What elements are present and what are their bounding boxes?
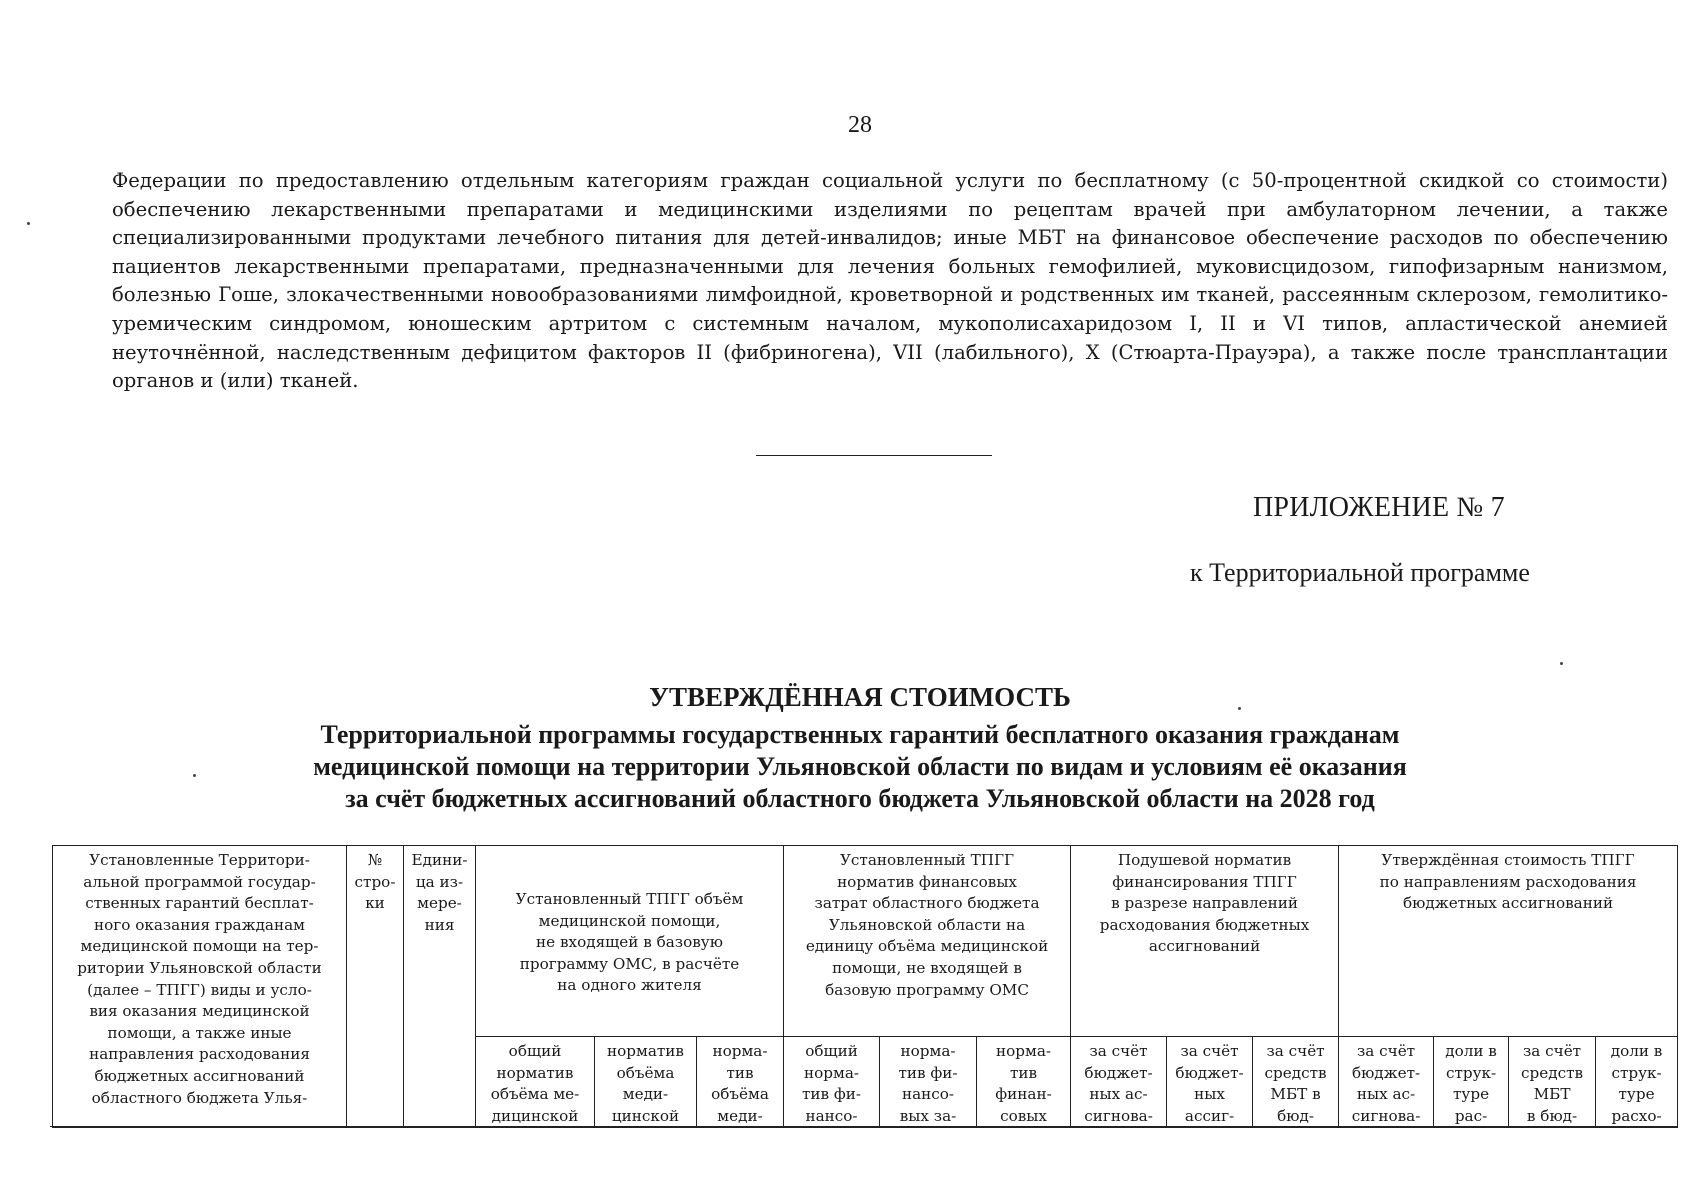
title-line-1: Территориальной программы государственных гарантий бесплатного оказания гражданам bbox=[320, 720, 1400, 749]
subheader-cell: за счёт средств МБТ в бюд- bbox=[1509, 1037, 1596, 1128]
appendix-label: ПРИЛОЖЕНИЕ № 7 bbox=[1253, 492, 1505, 523]
document-title: УТВЕРЖДЁННАЯ СТОИМОСТЬ bbox=[649, 682, 1071, 712]
title-line-3: за счёт бюджетных ассигнований областного бюджета Ульяновской области на 2028 год bbox=[345, 784, 1375, 813]
subheader-cell: доли в струк- туре рас- bbox=[1434, 1037, 1509, 1128]
cost-table bbox=[52, 845, 1678, 1128]
subheader-cell: доли в струк- туре расхо- bbox=[1596, 1037, 1678, 1128]
subheader-cell: общий норматив объёма ме- дицинской bbox=[476, 1037, 595, 1128]
title-line-2: медицинской помощи на территории Ульяновской области по видам и условиям её оказания bbox=[313, 752, 1407, 781]
subheader-cell: за счёт бюджет- ных ас- сигнова- bbox=[1071, 1037, 1167, 1128]
subheader-cell: общий норма- тив фи- нансо- bbox=[784, 1037, 880, 1128]
scan-speck bbox=[193, 774, 196, 777]
header-types-of-care: Установленные Территори- альной программой государ- ственных гарантий бесплат- ного оказания гражданам медицинской помощи на тер- ритории Ульяновской области (далее – ТПГГ) виды и усло- вия оказания медицинской помощи, а также иные направления расходования бюджетных ассигнований областного бюджета Улья- bbox=[53, 846, 347, 1128]
page-number: 28 bbox=[848, 112, 872, 138]
scan-speck bbox=[1560, 662, 1563, 665]
subheader-cell: норма- тив финан- совых bbox=[977, 1037, 1071, 1128]
header-unit: Едини- ца из- мере- ния bbox=[404, 846, 476, 1128]
scan-speck bbox=[1238, 707, 1241, 710]
body-paragraph: Федерации по предоставлению отдельным категориям граждан социальной услуги по бесплатному (с 50-процентной скидкой со стоимости) обеспечению лекарственными препаратами и медицинскими изделиями по рецептам врачей при амбулаторном лечении, а также специализированными продуктами лечебного питания для детей-инвалидов; иные МБТ на финансовое обеспечение расходов по обеспечению пациентов лекарственными препаратами, предназначенными для лечения больных гемофилией, муковисцидозом, гипофизарным нанизмом, болезнью Гоше, злокачественными новообразованиями лимфоидной, кроветворной и родственных им тканей, рассеянным склерозом, гемолитико-уремическим синдромом, юношеским артритом с системным началом, мукополисахаридозом I, II и VI типов, апластической анемией неуточнённой, наследственным дефицитом факторов II (фибриногена), VII (лабильного), X (Стюарта-Прауэра), а также после трансплантации органов и (или) тканей. bbox=[112, 169, 1668, 393]
header-cost-norm-group: Установленный ТПГГ норматив финансовых затрат областного бюджета Ульяновской области на единицу объёма медицинской помощи, не входящей в базовую программу ОМС bbox=[784, 846, 1071, 1037]
header-approved-cost-group: Утверждённая стоимость ТПГГ по направлениям расходования бюджетных ассигнований bbox=[1339, 846, 1678, 1037]
header-per-capita-group: Подушевой норматив финансирования ТПГГ в разрезе направлений расходования бюджетных ассигнований bbox=[1071, 846, 1339, 1037]
header-row-number: № стро- ки bbox=[347, 846, 404, 1128]
subheader-cell: норма- тив фи- нансо- вых за- bbox=[880, 1037, 977, 1128]
table-bottom-rule bbox=[50, 1126, 1678, 1127]
section-divider bbox=[756, 455, 992, 456]
subheader-cell: норматив объёма меди- цинской bbox=[595, 1037, 697, 1128]
subheader-cell: за счёт средств МБТ в бюд- bbox=[1253, 1037, 1339, 1128]
header-volume-group: Установленный ТПГГ объём медицинской помощи, не входящей в базовую программу ОМС, в расчёте на одного жителя bbox=[476, 846, 784, 1037]
appendix-subtitle: к Территориальной программе bbox=[1190, 558, 1530, 587]
subheader-cell: за счёт бюджет- ных ас- сигнова- bbox=[1339, 1037, 1434, 1128]
scan-speck bbox=[27, 222, 30, 225]
subheader-cell: норма- тив объёма меди- bbox=[697, 1037, 784, 1128]
subheader-cell: за счёт бюджет- ных ассиг- bbox=[1167, 1037, 1253, 1128]
